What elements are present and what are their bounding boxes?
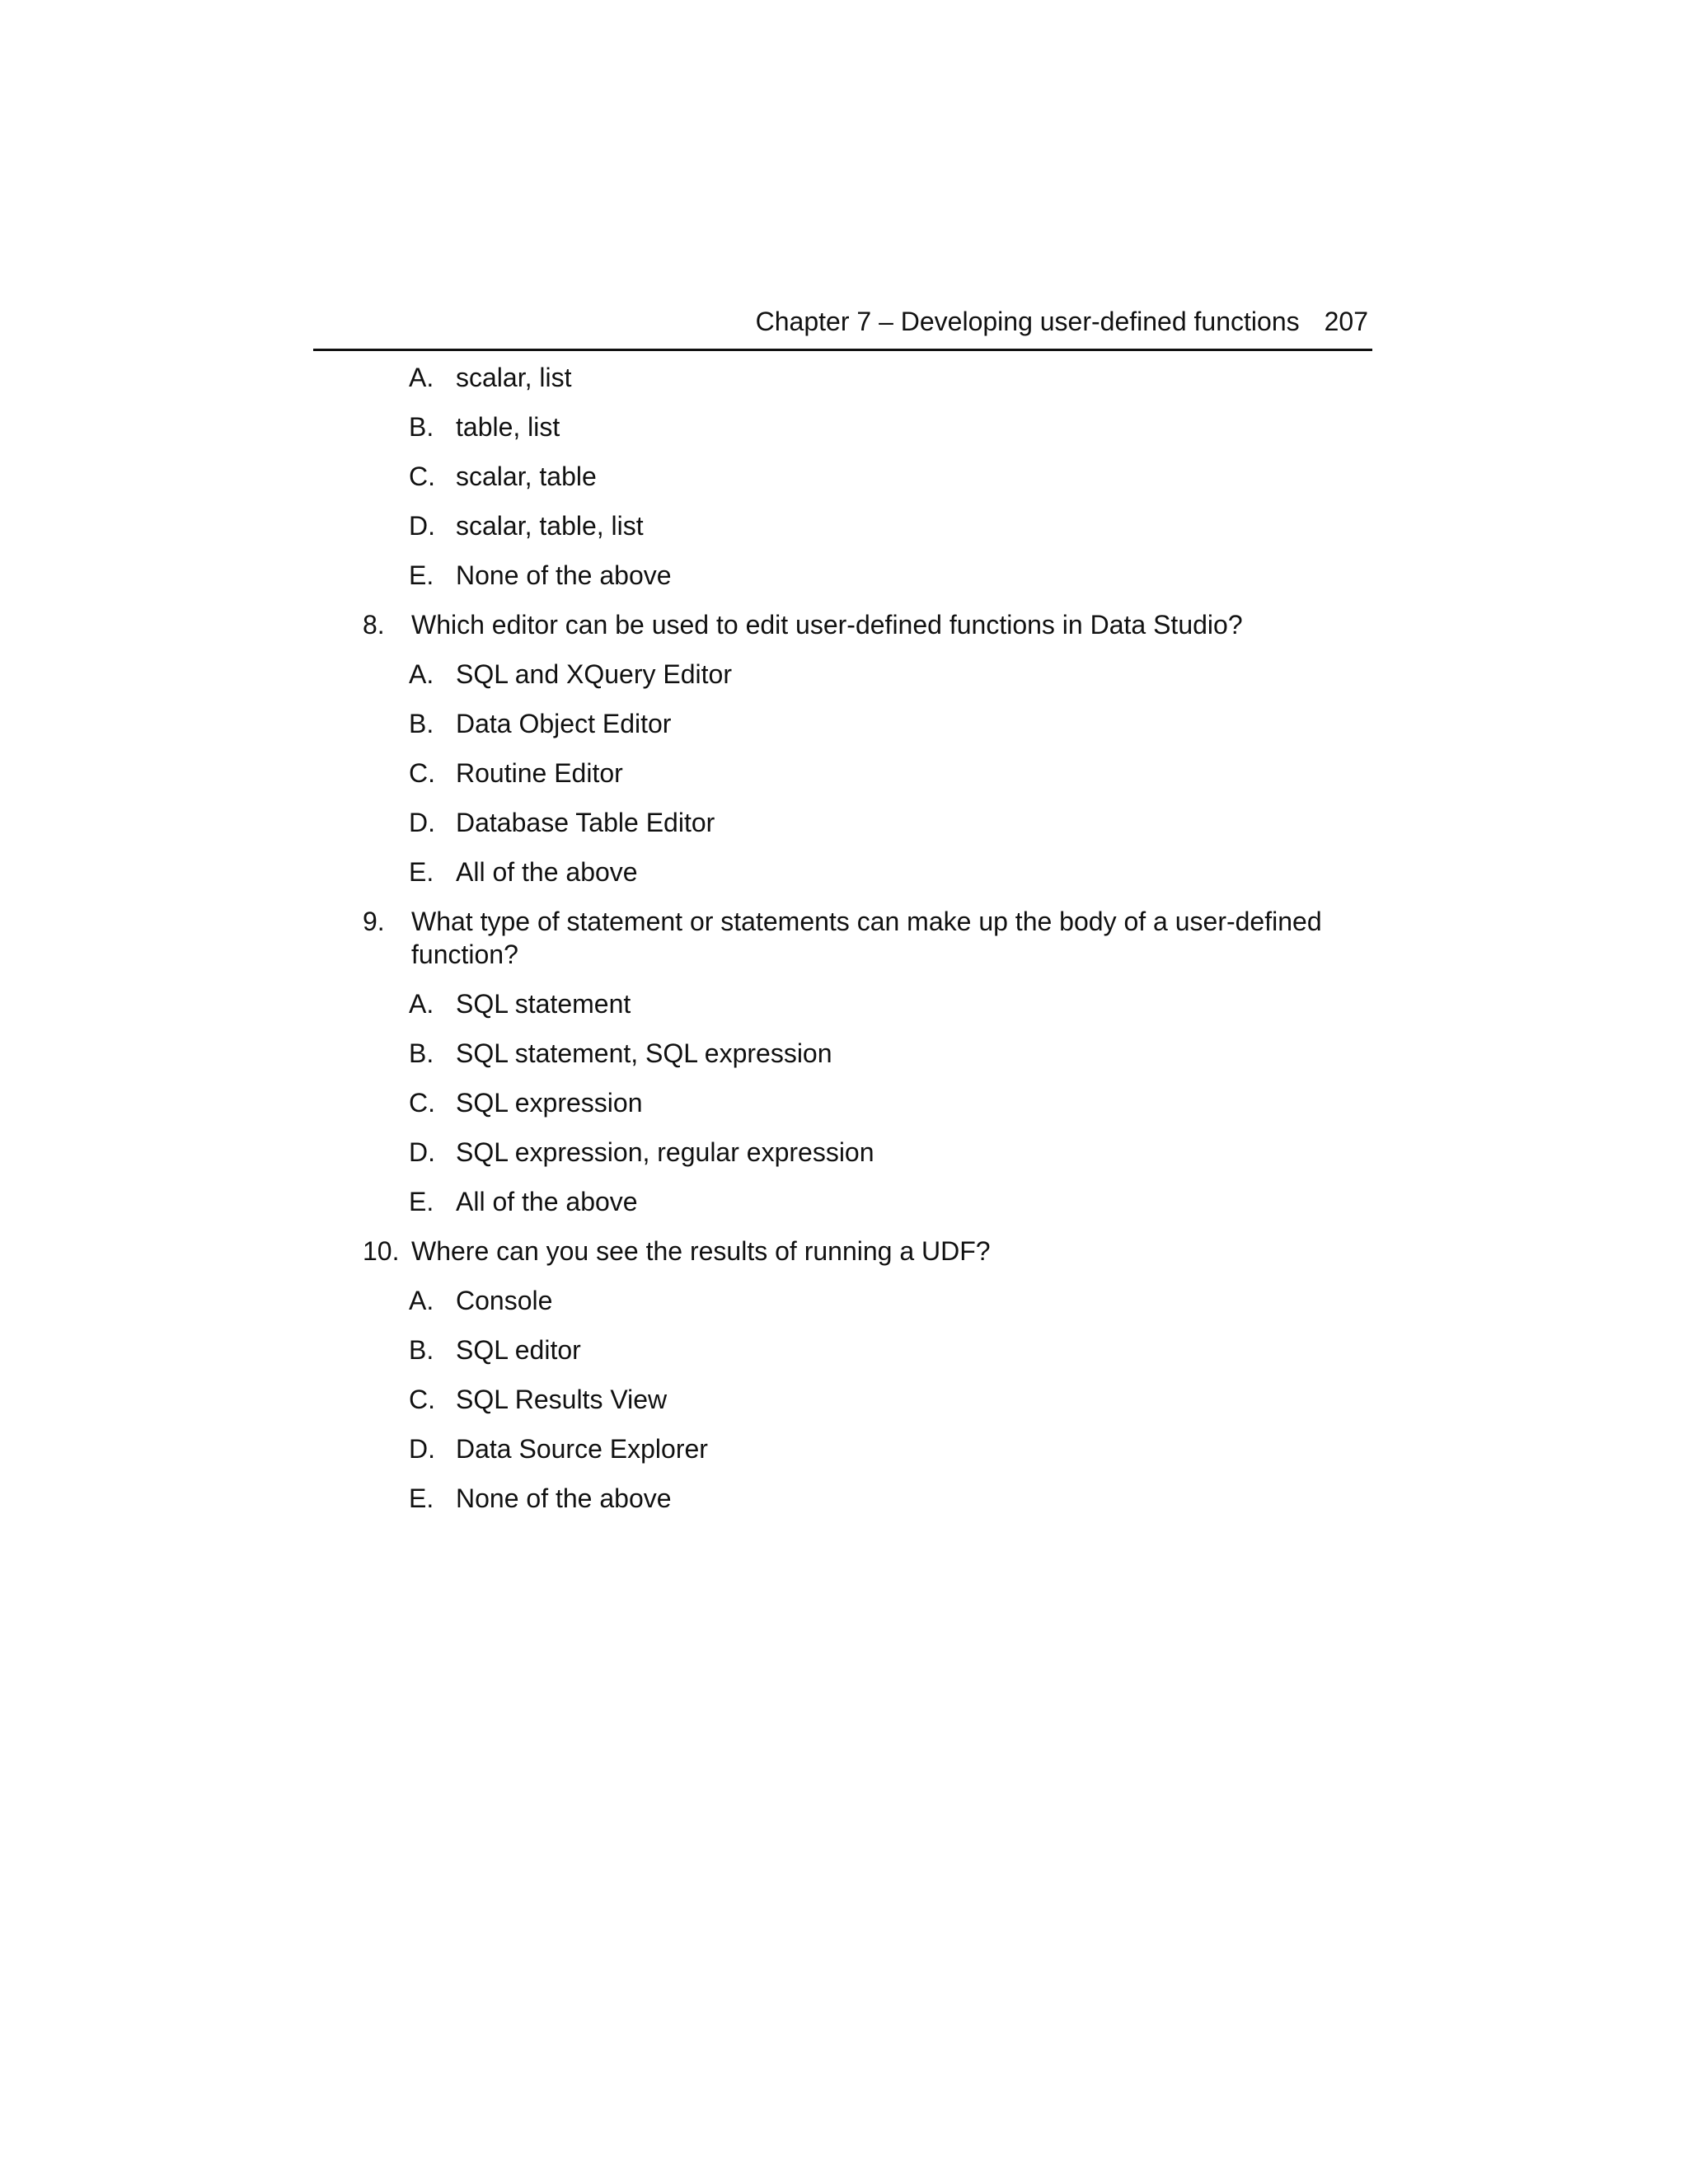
option-letter: A. — [409, 1286, 434, 1315]
option-letter: C. — [409, 1385, 435, 1414]
option-letter: C. — [409, 758, 435, 788]
option-text: SQL Results View — [456, 1385, 668, 1414]
option-letter: E. — [409, 1483, 434, 1513]
option-text: SQL expression, regular expression — [456, 1137, 874, 1167]
question-list — [363, 361, 1385, 1531]
option-8d — [363, 806, 1385, 839]
option-8c — [363, 757, 1385, 790]
option-letter: D. — [409, 511, 435, 541]
option-10e — [363, 1482, 1385, 1515]
option-letter: B. — [409, 1335, 434, 1365]
option-text: SQL statement, SQL expression — [456, 1038, 832, 1068]
option-text: SQL expression — [456, 1088, 643, 1118]
option-letter: C. — [409, 462, 435, 491]
running-header — [313, 300, 1368, 343]
option-text: All of the above — [456, 857, 638, 887]
option-7d — [363, 509, 1385, 542]
option-letter: C. — [409, 1088, 435, 1118]
option-letter: E. — [409, 1187, 434, 1216]
option-text: scalar, table, list — [456, 511, 644, 541]
question-number: 9. — [363, 907, 385, 936]
option-text: Database Table Editor — [456, 808, 715, 837]
question-9 — [363, 905, 1385, 971]
option-text: SQL statement — [456, 989, 631, 1019]
option-8b — [363, 707, 1385, 740]
option-text: scalar, table — [456, 462, 597, 491]
option-9a — [363, 987, 1385, 1020]
option-text: None of the above — [456, 560, 672, 590]
option-letter: A. — [409, 989, 434, 1019]
question-text: Which editor can be used to edit user-defined functions in Data Studio? — [411, 610, 1243, 640]
option-text: All of the above — [456, 1187, 638, 1216]
option-7b — [363, 410, 1385, 443]
option-letter: B. — [409, 412, 434, 442]
option-10d — [363, 1432, 1385, 1465]
option-10a — [363, 1284, 1385, 1317]
page-number: 207 — [1324, 307, 1368, 336]
question-number: 8. — [363, 610, 385, 640]
option-9d — [363, 1136, 1385, 1169]
option-letter: D. — [409, 1434, 435, 1464]
option-letter: E. — [409, 560, 434, 590]
option-9b — [363, 1037, 1385, 1070]
option-text: Console — [456, 1286, 553, 1315]
option-letter: D. — [409, 808, 435, 837]
question-8 — [363, 608, 1385, 641]
option-text: Data Source Explorer — [456, 1434, 708, 1464]
option-text: Routine Editor — [456, 758, 623, 788]
option-7e — [363, 559, 1385, 592]
option-7a — [363, 361, 1385, 394]
option-8e — [363, 855, 1385, 888]
question-text: Where can you see the results of running a UDF? — [411, 1236, 991, 1266]
option-10b — [363, 1333, 1385, 1366]
chapter-title: Chapter 7 – Developing user-defined functions — [755, 307, 1300, 336]
option-letter: A. — [409, 363, 434, 392]
question-text: What type of statement or statements can make up the body of a user-defined function? — [411, 907, 1322, 969]
option-7c — [363, 460, 1385, 493]
option-text: table, list — [456, 412, 560, 442]
option-10c — [363, 1383, 1385, 1416]
option-9e — [363, 1185, 1385, 1218]
question-number: 10. — [363, 1236, 400, 1266]
option-letter: D. — [409, 1137, 435, 1167]
option-letter: B. — [409, 709, 434, 738]
header-rule — [313, 349, 1372, 351]
option-text: None of the above — [456, 1483, 672, 1513]
option-text: scalar, list — [456, 363, 572, 392]
option-text: SQL and XQuery Editor — [456, 659, 732, 689]
option-8a — [363, 658, 1385, 691]
option-letter: E. — [409, 857, 434, 887]
option-letter: A. — [409, 659, 434, 689]
option-text: SQL editor — [456, 1335, 581, 1365]
option-text: Data Object Editor — [456, 709, 672, 738]
option-letter: B. — [409, 1038, 434, 1068]
option-9c — [363, 1086, 1385, 1119]
question-10 — [363, 1235, 1385, 1268]
